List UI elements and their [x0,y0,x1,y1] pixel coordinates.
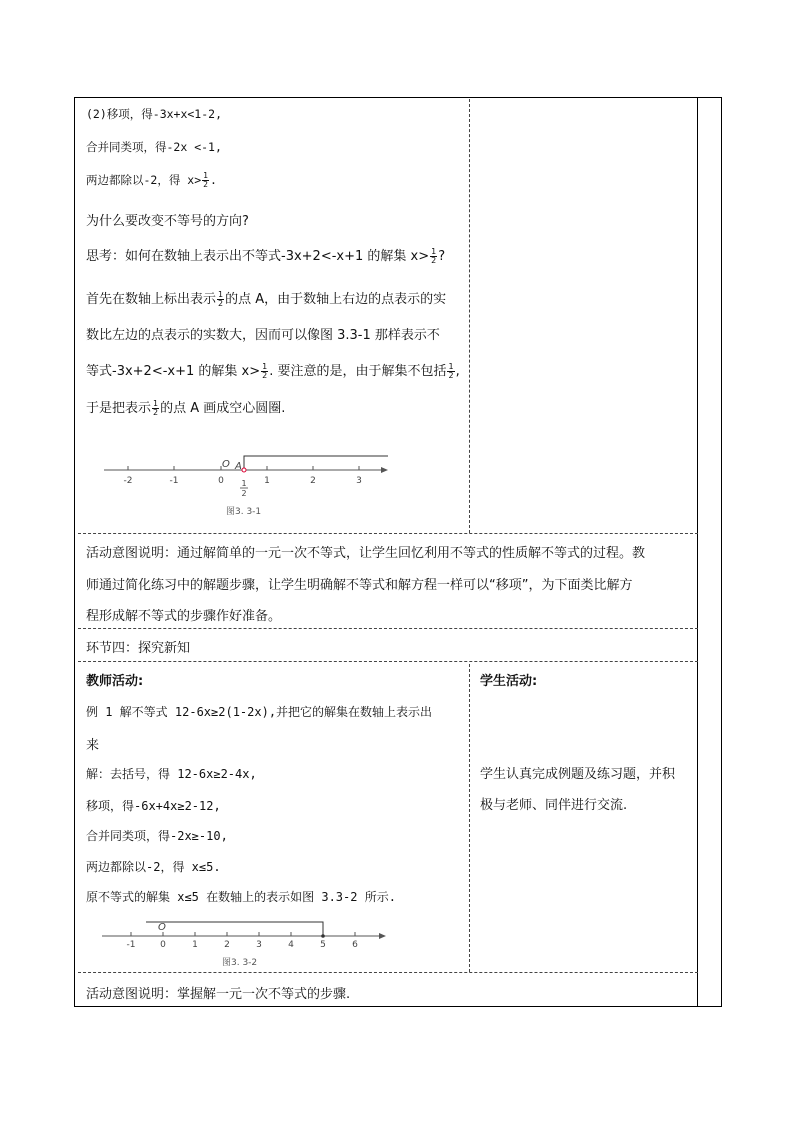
fraction-half: $\frac{1}{2}$ [448,362,454,380]
solution-line-5: 原不等式的解集 x≤5 在数轴上的表示如图 3.3-2 所示. [86,890,396,904]
fraction-half: $\frac{1}{2}$ [218,290,224,308]
table-top-border [74,97,722,98]
point-a-label: A [235,461,242,472]
student-activity-heading: 学生活动: [480,674,538,689]
figure-2-caption: 图3. 3-2 [222,958,258,968]
half-denominator: 2 [241,489,247,498]
fraction-half: $\frac{1}{2}$ [203,171,208,189]
student-activity-line-2: 极与老师、同伴进行交流. [480,798,628,813]
teacher-activity-heading: 教师活动: [86,674,144,689]
origin-label: O [158,922,166,933]
table-inner-right-border [697,97,698,1007]
solid-point-five [321,934,325,938]
origin-label: O [222,459,230,470]
explain-line-3: 等式-3x+2<-x+1 的解集 x> $\frac{1}{2}$ . 要注意的是，由于解集不包括 $\frac{1}{2}$ , [86,362,460,380]
step-line-1: (2)移项，得-3x+x<1-2, [86,107,223,121]
question-line: 为什么要改变不等号的方向? [86,214,249,229]
tick-label: 0 [218,476,224,486]
tick-label: 6 [352,940,358,950]
solution-ray [244,456,388,470]
think-line: 思考：如何在数轴上表示出不等式-3x+2<-x+1 的解集 x> $\frac{1}{2}$ ? [86,247,446,265]
example-line-1: 例 1 解不等式 12-6x≥2(1-2x),并把它的解集在数轴上表示出 [86,705,433,719]
table-left-border [74,97,75,1007]
tick-label: 3 [256,940,262,950]
solution-line-1: 解：去括号，得 12-6x≥2-4x, [86,767,257,781]
step-line-2: 合并同类项，得-2x <-1, [86,140,222,154]
tick-label: 2 [310,476,316,486]
intent-2-line: 活动意图说明：掌握解一元一次不等式的步骤. [86,987,351,1002]
hollow-circle-point-a [242,468,246,472]
tick-label: -1 [169,476,179,486]
tick-label: 5 [320,940,326,950]
tick-label: -2 [123,476,133,486]
tick-label: 2 [224,940,230,950]
tick-label: 4 [288,940,294,950]
explain-line-4: 于是把表示 $\frac{1}{2}$ 的点 A 画成空心圆圈. [86,399,286,417]
tick-label: 1 [264,476,270,486]
solution-line-4: 两边都除以-2，得 x≤5. [86,860,221,874]
row-divider-4 [78,972,698,973]
table-right-border [721,97,722,1007]
student-activity-line-1: 学生认真完成例题及练习题，并积 [480,767,676,782]
table-bottom-border [74,1006,722,1007]
step-four-title: 环节四：探究新知 [86,641,191,656]
solution-line-2: 移项，得-6x+4x≥2-12, [86,799,221,813]
tick-label: -1 [126,940,136,950]
example-line-2: 来 [86,738,100,753]
number-line-figure-2 [96,916,396,956]
tick-label: 0 [160,940,166,950]
solution-line-3: 合并同类项，得-2x≥-10, [86,829,228,843]
intent-line-2: 师通过简化练习中的解题步骤，让学生明确解不等式和解方程一样可以“移项”，为下面类比解方 [86,578,633,593]
half-numerator: 1 [241,479,247,488]
solution-ray [146,922,323,936]
row-divider-2 [78,628,698,629]
axis-arrow [381,467,388,473]
fraction-half: $\frac{1}{2}$ [262,362,268,380]
step-line-3: 两边都除以-2，得 x> $\frac{1}{2}$ . [86,171,217,189]
explain-line-2: 数比左边的点表示的实数大，因而可以像图 3.3-1 那样表示不 [86,328,440,343]
axis-arrow [379,933,386,939]
row-divider-1 [78,533,698,534]
fraction-half: $\frac{1}{2}$ [431,247,437,265]
column-divider-bottom [469,664,470,972]
fraction-half: $\frac{1}{2}$ [153,399,159,417]
intent-line-1: 活动意图说明：通过解简单的一元一次不等式，让学生回忆利用不等式的性质解不等式的过程。教 [86,546,646,561]
figure-1-caption: 图3. 3-1 [226,507,262,517]
tick-label: 3 [356,476,362,486]
tick-label: 1 [192,940,198,950]
explain-line-1: 首先在数轴上标出表示 $\frac{1}{2}$ 的点 A，由于数轴上右边的点表示的实 [86,290,447,308]
row-divider-3 [78,661,698,662]
intent-line-3: 程形成解不等式的步骤作好准备。 [86,609,282,624]
column-divider-top [469,99,470,533]
